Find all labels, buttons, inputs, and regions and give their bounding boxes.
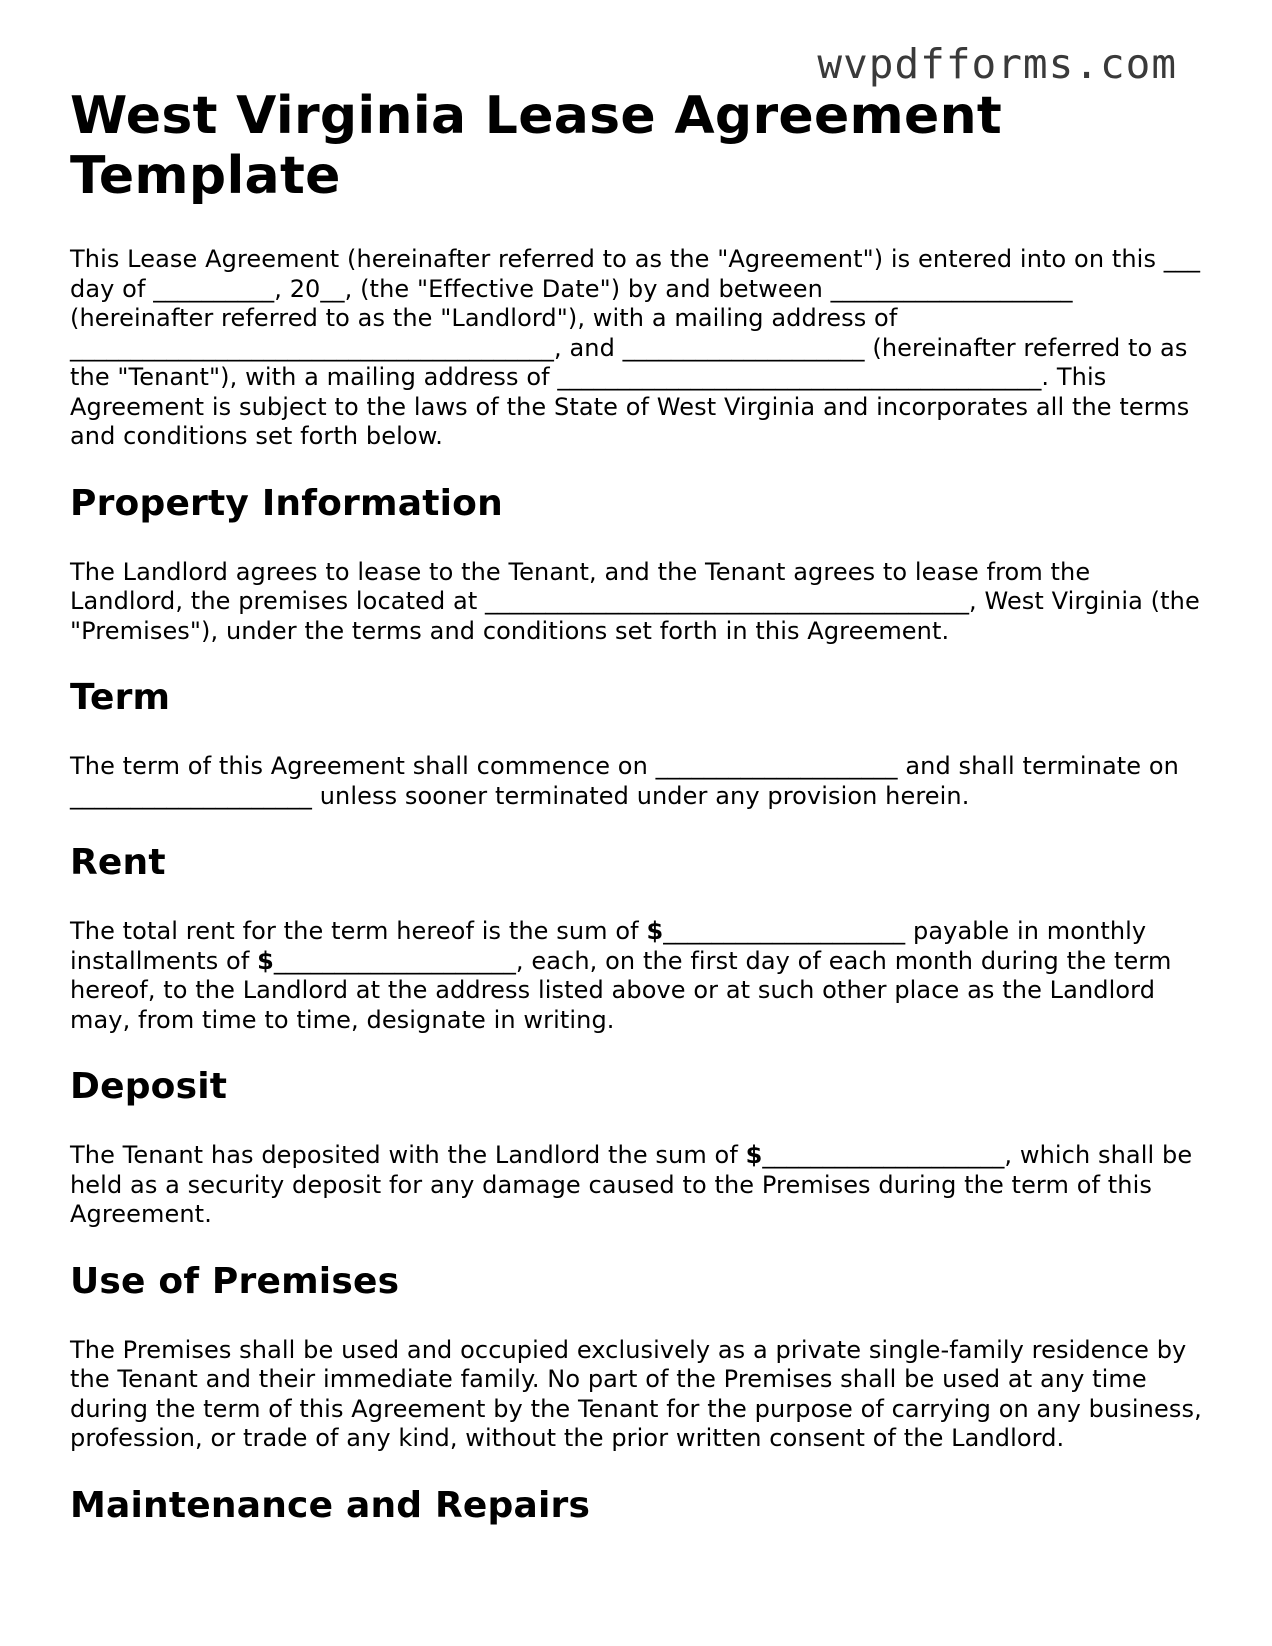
document-title: West Virginia Lease Agreement Template: [70, 86, 1003, 206]
deposit-text-b: ____________________, which shall be held as a security deposit for any damage caused to the Premises during the term of this Agreement.: [70, 1141, 1193, 1228]
section-heading: Deposit: [70, 1066, 228, 1107]
site-watermark: wvpdfforms.com: [817, 40, 1177, 88]
section-body: [70, 1141, 1210, 1230]
section-rent: [70, 841, 1210, 1035]
section-property-information: [70, 482, 1210, 647]
deposit-text-a: The Tenant has deposited with the Landlord the sum of: [70, 1141, 746, 1169]
section-body: The Premises shall be used and occupied exclusively as a private single-family residence by the Tenant and their immediate family. No part of the Premises shall be used at any time during the term of this Agreement by the Tenant for the purpose of carrying on any business, profession, or trade of any kind, without the prior written consent of the Landlord.: [70, 1335, 1202, 1452]
document-page: [70, 86, 1210, 1560]
rent-text-a: The total rent for the term hereof is the sum of: [70, 917, 647, 945]
section-body: [70, 917, 1210, 1035]
section-term: [70, 676, 1210, 811]
section-maintenance-and-repairs: [70, 1484, 1210, 1528]
section-deposit: [70, 1065, 1210, 1230]
section-body: The Landlord agrees to lease to the Tenant, and the Tenant agrees to lease from the Landlord, the premises located at ________________________________________, West Virginia (the "Premises"), under the terms and conditions set forth in this Agreement.: [70, 557, 1200, 645]
section-heading: Property Information: [70, 482, 503, 524]
rent-text-c: ____________________, each, on the first day of each month during the term hereof, to the Landlord at the address listed above or at such other place as the Landlord may, from time to time, designate in writing.: [70, 946, 1172, 1034]
intro-paragraph: This Lease Agreement (hereinafter referred to as the "Agreement") is entered into on this ___ day of __________, 20__, (the "Effective Date") by and between ____________________ (hereinafter referred to as the "Landlord"), with a mailing address of ________________________________________, and ____________________ (hereinafter referred to as the "Tenant"), with a mailing address of ________________________________________. This Agreement is subject to the laws of the State of West Virginia and incorporates all the terms and conditions set forth below.: [70, 245, 1201, 450]
section-use-of-premises: [70, 1260, 1210, 1454]
section-heading: Rent: [70, 842, 166, 883]
section-heading: Term: [70, 677, 171, 718]
dollar-sign: $: [646, 917, 664, 945]
section-body: The term of this Agreement shall commence on ____________________ and shall terminate on ____________________ unless sooner terminated under any provision herein.: [70, 752, 1179, 810]
section-heading: Maintenance and Repairs: [70, 1484, 591, 1526]
section-heading: Use of Premises: [70, 1260, 400, 1302]
dollar-sign: $: [745, 1141, 763, 1169]
dollar-sign: $: [257, 946, 274, 975]
rent-text-b: ____________________ payable in monthly installments of: [70, 917, 1147, 975]
